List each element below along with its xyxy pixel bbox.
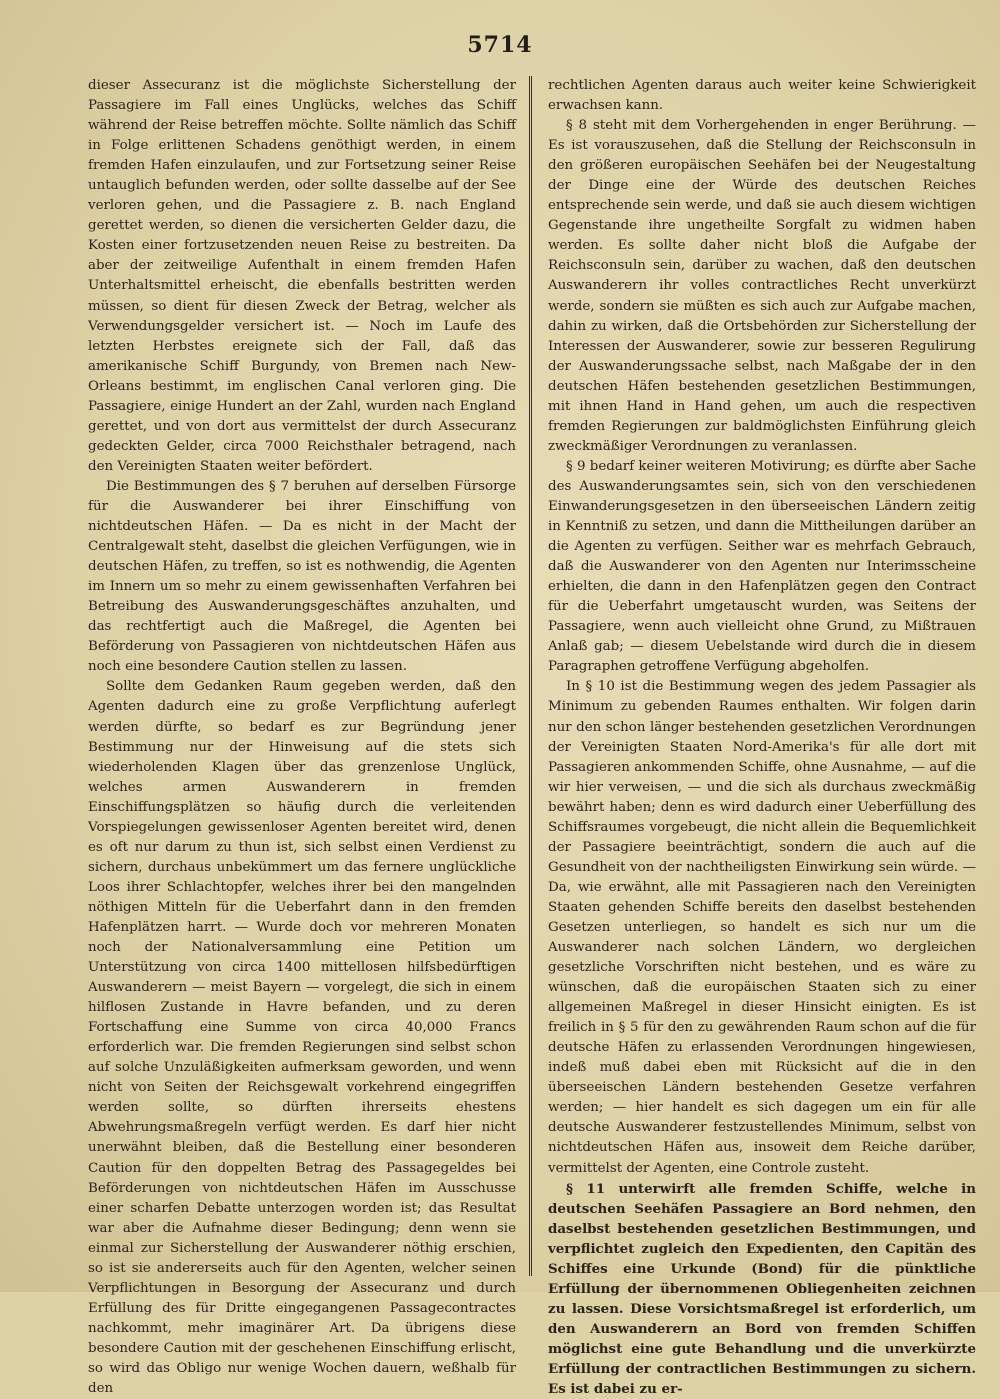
right-paragraph-2: § 8 steht mit dem Vorhergehenden in enger Berührung. — Es ist vorauszusehen, daß die Stellung der Reichsconsuln in den größeren europäischen Seehäfen bei der Neugestaltung der Dinge eine der Würde des deutschen Reiches entsprechende sein werde, und daß sie auch diesem wichtigen Gegenstande ihre ungetheilte Sorgfalt zu widmen haben werden. Es sollte daher nicht bloß die Aufgabe der Reichsconsuln sein, darüber zu wachen, daß den deutschen Auswanderern ihr volles contractliches Recht unverkürzt werde, sondern sie müßten es sich auch zur Aufgabe machen, dahin zu wirken, daß die Ortsbehörden zur Sicherstellung der Interessen der Auswanderer, sowie zur besseren Regulirung der Auswanderungssache selbst, nach Maßgabe der in den deutschen Häfen bestehenden gesetzlichen Bestimmungen, mit ihnen Hand in Hand gehen, um auch die respectiven fremden Regierungen zur baldmöglichsten Einführung gleich zweckmäßiger Verordnungen zu veranlassen. [548,118,976,454]
right-paragraph-1: rechtlichen Agenten daraus auch weiter keine Schwierigkeit erwachsen kann. [548,78,976,114]
left-paragraph-1: dieser Assecuranz ist die möglichste Sicherstellung der Passagiere im Fall eines Unglücks, welches das Schiff während der Reise betreffen möchte. Sollte nämlich das Schiff in Folge erlittenen Schadens genöthigt werden, in einem fremden Hafen einzulaufen, und zur Fortsetzung seiner Reise untauglich befunden werden, oder sollte dasselbe auf der See verloren gehen, und die Passagiere z. B. nach England gerettet werden, so dienen die versicherten Gelder dazu, die Kosten einer fortzusetzenden neuen Reise zu bestreiten. Da aber der zeitweilige Aufenthalt in einem fremden Hafen Unterhaltsmittel erheischt, die ebenfalls bestritten werden müssen, so dient für diesen Zweck der Betrag, welcher als Verwendungsgelder versichert ist. — Noch im Laufe des letzten Herbstes ereignete sich der Fall, daß das amerikanische Schiff Burgundy, von Bremen nach New-Orleans bestimmt, im englischen Canal verloren ging. Die Passagiere, einige Hundert an der Zahl, wurden nach England gerettet, und von dort aus vermittelst der durch Assecuranz gedeckten Gelder, circa 7000 Reichsthaler betragend, nach den Vereinigten Staaten weiter befördert. [88,78,516,474]
right-column [548,76,976,1398]
right-paragraph-4: In § 10 ist die Bestimmung wegen des jedem Passagier als Minimum zu gebenden Raumes enthalten. Wir folgen darin nur den schon länger bestehenden gesetzlichen Verordnungen der Vereinigten Staaten Nord-Amerika's für alle dort mit Passagieren ankommenden Schiffe, ohne Ausnahme, — auf die wir hier verweisen, — und die sich als durchaus zweckmäßig bewährt haben; denn es wird dadurch einer Ueberfüllung des Schiffsraumes vorgebeugt, die nicht allein die Bequemlichkeit der Passagiere beeinträchtigt, sondern die auch auf die Gesundheit von der nachtheiligsten Einwirkung sein würde. — Da, wie erwähnt, alle mit Passagieren nach den Vereinigten Staaten gehenden Schiffe bereits den daselbst bestehenden Gesetzen unterliegen, so handelt es sich nur um die Auswanderer nach solchen Ländern, wo dergleichen gesetzliche Vorschriften nicht bestehen, und es wäre zu wünschen, daß die europäischen Staaten sich zu einer allgemeinen Maßregel in dieser Hinsicht einigten. Es ist freilich in § 5 für den zu gewährenden Raum schon auf die für deutsche Häfen zu erlassenden Verordnungen hingewiesen, indeß muß dabei eben mit Rücksicht auf die in den überseeischen Ländern bestehenden Gesetze verfahren werden; — hier handelt es sich dagegen um ein für alle deutsche Auswanderer festzustellendes Minimum, selbst von nichtdeutschen Häfen aus, insoweit dem Reiche darüber, vermittelst der Agenten, eine Controle zusteht. [548,679,976,1176]
left-paragraph-3: Sollte dem Gedanken Raum gegeben werden, daß den Agenten dadurch eine zu große Verpflichtung auferlegt werden dürfte, so bedarf es zur Begründung jener Bestimmung nur der Hinweisung auf die stets sich wiederholenden Klagen über das grenzenlose Unglück, welches armen Auswanderern in fremden Einschiffungsplätzen so häufig durch die verleitenden Vorspiegelungen gewissenloser Agenten bereitet wird, denen es oft nur darum zu thun ist, sich selbst einen Verdienst zu sichern, durchaus unbekümmert um das fernere unglückliche Loos ihrer Schlachtopfer, welches ihrer bei den mangelnden nöthigen Mitteln für die Ueberfahrt dann in den fremden Hafenplätzen harrt. — Wurde doch vor mehreren Monaten noch der Nationalversammlung eine Petition um Unterstützung von circa 1400 mittellosen hilfsbedürftigen Auswanderern — meist Bayern — vorgelegt, die sich in einem hilflosen Zustande in Havre befanden, und zu deren Fortschaffung eine Summe von circa 40,000 Francs erforderlich war. Die fremden Regierungen sind selbst schon auf solche Unzuläßigkeiten aufmerksam geworden, und wenn nicht von Seiten der Reichsgewalt vorkehrend eingegriffen werden sollte, so dürften ihrerseits ehestens Abwehrungsmaßregeln verfügt werden. Es darf hier nicht unerwähnt bleiben, daß die Bestellung einer besonderen Caution für den doppelten Betrag des Passagegeldes bei Beförderungen von nichtdeutschen Häfen im Ausschusse einer scharfen Debatte unterzogen worden ist; das Resultat war aber die Aufnahme dieser Bedingung; denn wenn sie einmal zur Sicherstellung der Auswanderer nöthig erschien, so ist sie andererseits auch für den Agenten, welcher seinen Verpflichtungen in Besorgung der Assecuranz und durch Erfüllung des für Dritte eingegangenen Passagecontractes nachkommt, mehr imaginärer Art. Da übrigens diese besondere Caution mit der geschehenen Einschiffung erlischt, so wird das Obligo nur wenige Wochen dauern, weßhalb für den [88,679,516,1397]
right-paragraph-5: § 11 unterwirft alle fremden Schiffe, welche in deutschen Seehäfen Passagiere an Bord nehmen, den daselbst bestehenden gesetzlichen Bestimmungen, und verpflichtet zugleich den Expedienten, den Capitän des Schiffes eine Urkunde (Bond) für die pünktliche Erfüllung der übernommenen Obliegenheiten zeichnen zu lassen. Diese Vorsichtsmaßregel ist erforderlich, um den Auswanderern an Bord von fremden Schiffen möglichst eine gute Behandlung und die unverkürzte Erfüllung der contractlichen Bestimmungen zu sichern. Es ist dabei zu er- [548,1180,976,1398]
left-paragraph-2: Die Bestimmungen des § 7 beruhen auf derselben Fürsorge für die Auswanderer bei ihrer Einschiffung von nichtdeutschen Häfen. — Da es nicht in der Macht der Centralgewalt steht, daselbst die gleichen Verfügungen, wie in deutschen Häfen, zu treffen, so ist es nothwendig, die Agenten im Innern um so mehr zu einem gewissenhaften Verfahren bei Betreibung des Auswanderungsgeschäftes anzuhalten, und das rechtfertigt auch die Maßregel, die Agenten bei Beförderung von Passagieren von nichtdeutschen Häfen aus noch eine besondere Caution stellen zu lassen. [88,478,516,675]
right-paragraph-3: § 9 bedarf keiner weiteren Motivirung; es dürfte aber Sache des Auswanderungsamtes sein, sich von den verschiedenen Einwanderungsgesetzen in den überseeischen Ländern zeitig in Kenntniß zu setzen, und dann die Mittheilungen darüber an die Agenten zu verfügen. Seither war es mehrfach Gebrauch, daß die Auswanderer von den Agenten nur Interimsscheine erhielten, die dann in den Hafenplätzen gegen den Contract für die Ueberfahrt umgetauscht wurden, was Seitens der Passagiere, wenn auch vielleicht ohne Grund, zu Mißtrauen Anlaß gab; — diesem Uebelstande wird durch die in diesem Paragraphen getroffene Verfügung abgeholfen. [548,458,976,675]
page-number: 5714 [467,32,533,58]
column-divider [529,76,532,1276]
left-column [88,76,516,1397]
